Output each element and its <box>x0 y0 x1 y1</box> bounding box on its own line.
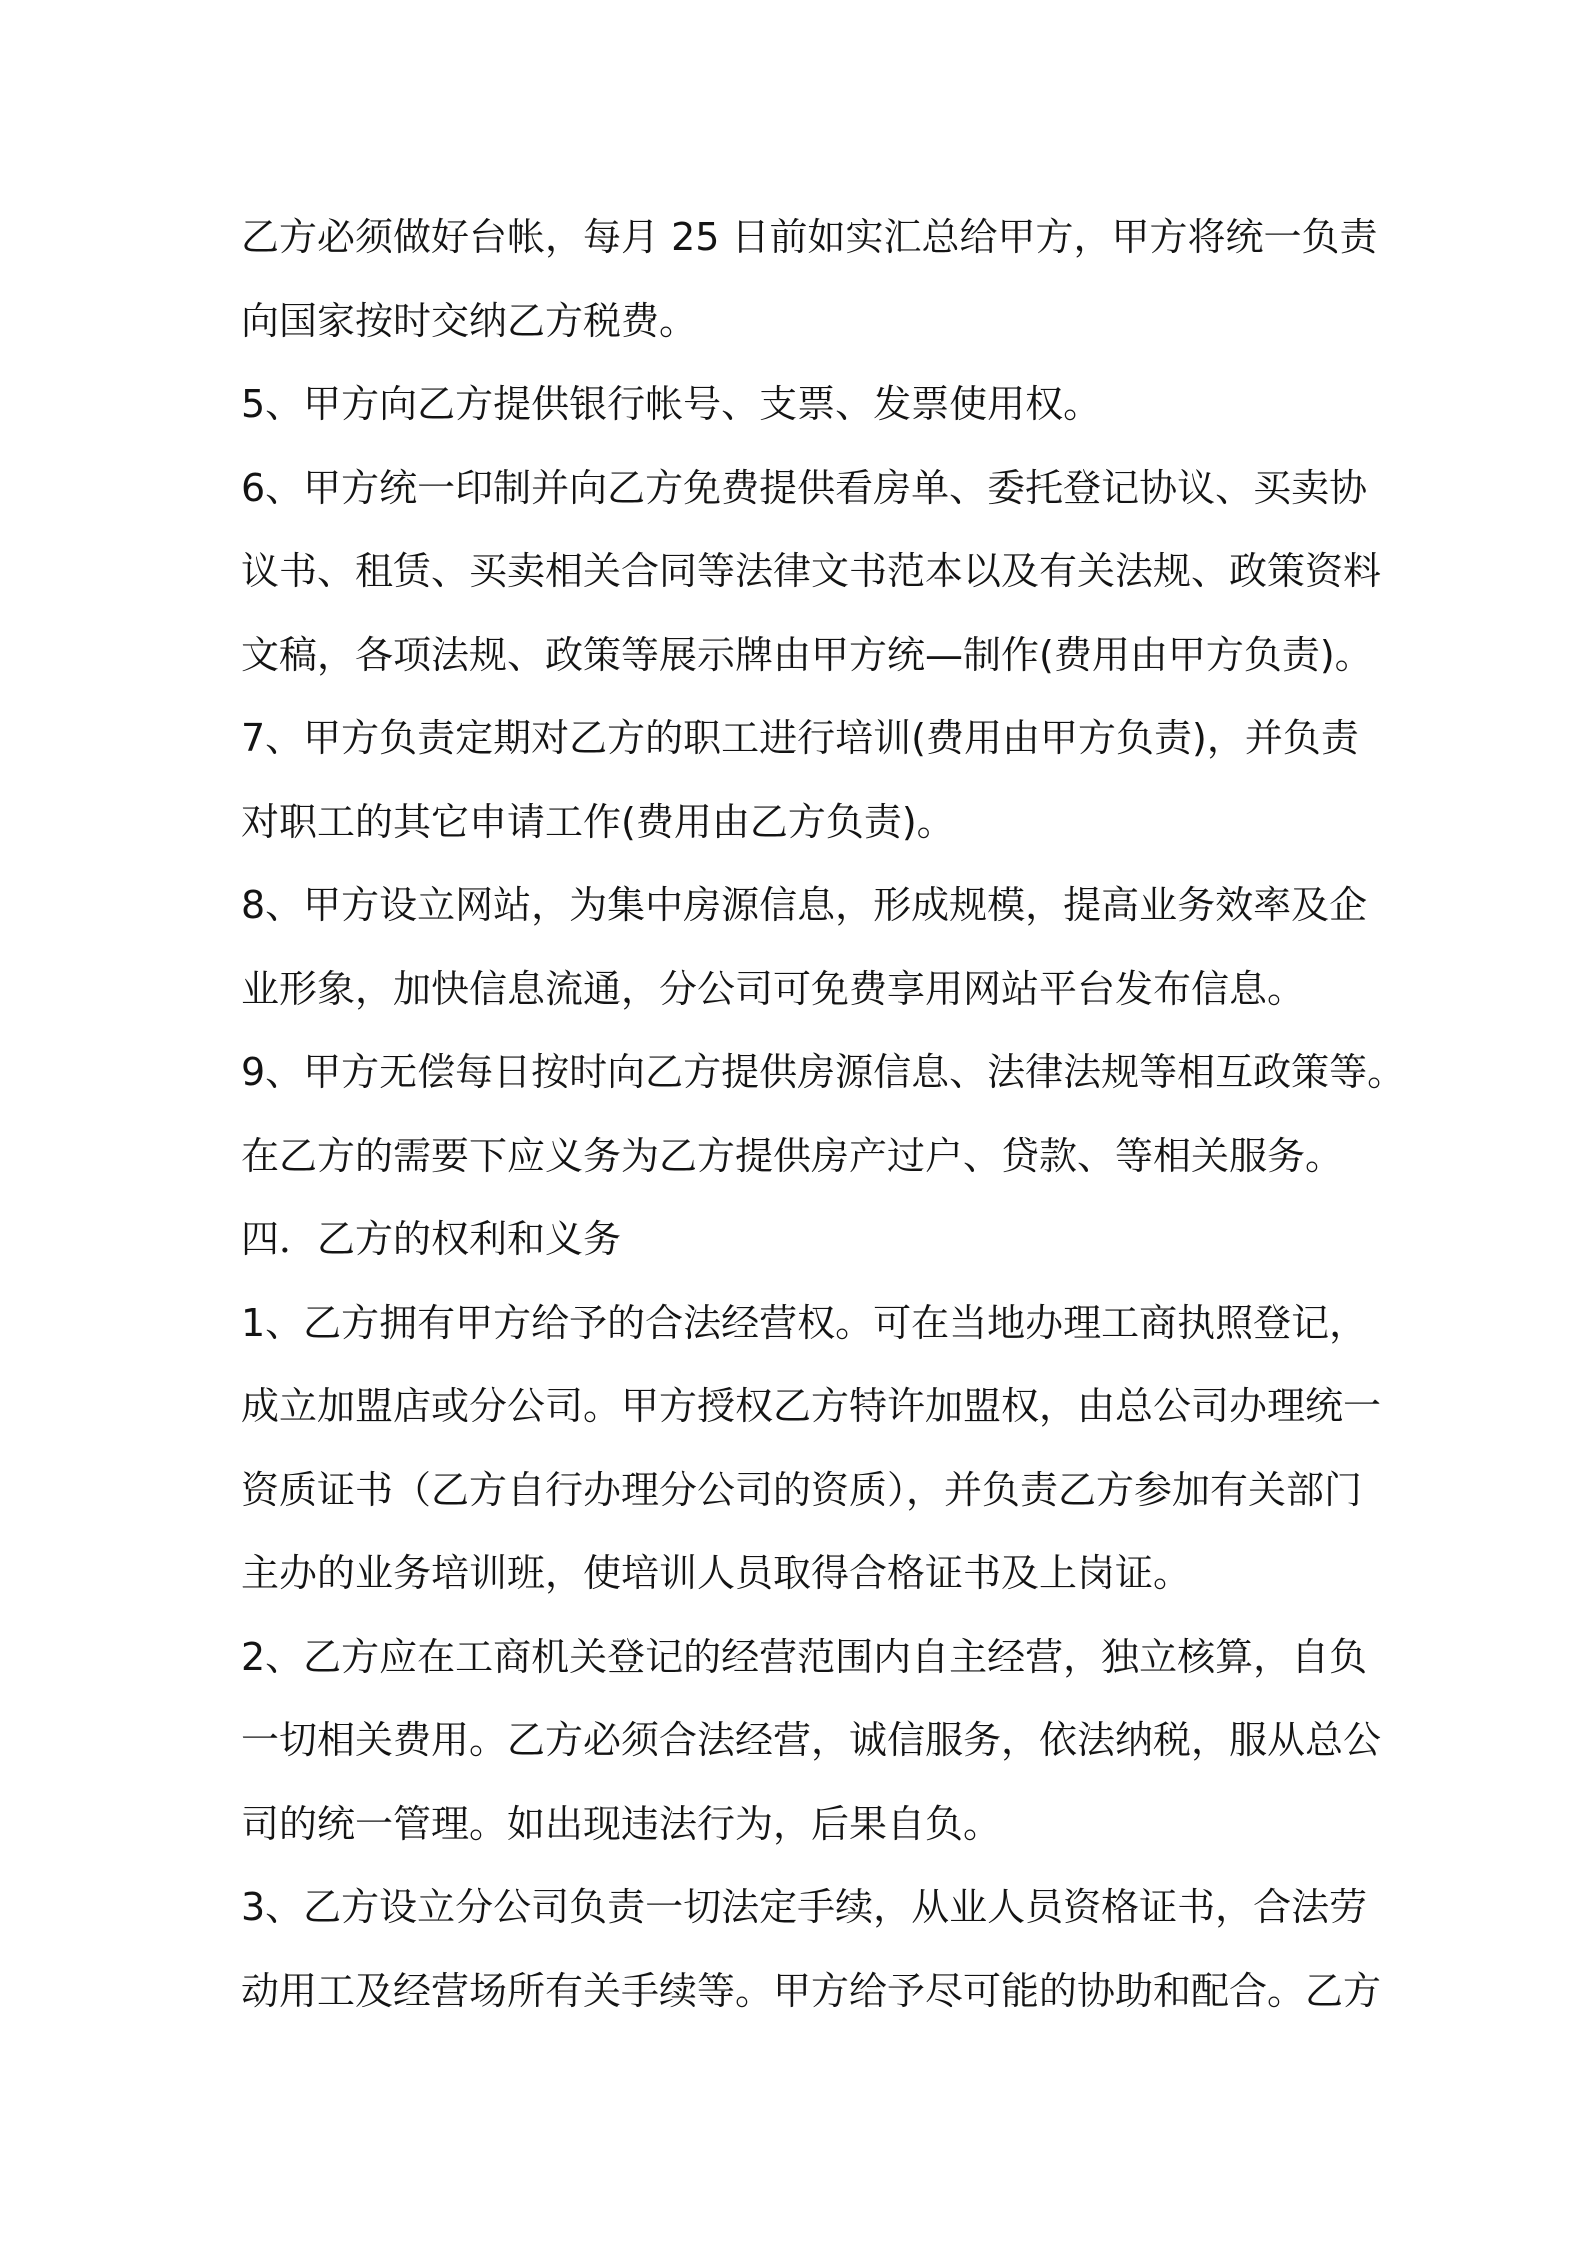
text-line: 一切相关费用。乙方必须合法经营，诚信服务，依法纳税，服从总公 <box>241 1718 1382 1762</box>
text-line: 5、甲方向乙方提供银行帐号、支票、发票使用权。 <box>241 382 1102 426</box>
text-line: 1、乙方拥有甲方给予的合法经营权。可在当地办理工商执照登记， <box>241 1300 1368 1345</box>
text-line: 议书、租赁、买卖相关合同等法律文书范本以及有关法规、政策资料 <box>241 549 1382 593</box>
section-heading: 四．乙方的权利和义务 <box>241 1217 622 1261</box>
text-line: 司的统一管理。如出现违法行为，后果自负。 <box>241 1801 1002 1846</box>
text-line: 动用工及经营场所有关手续等。甲方给予尽可能的协助和配合。乙方 <box>241 1968 1382 2013</box>
text-line: 8、甲方设立网站，为集中房源信息，形成规模，提高业务效率及企 <box>241 883 1368 927</box>
text-line: 6、甲方统一印制并向乙方免费提供看房单、委托登记协议、买卖协 <box>241 465 1368 510</box>
text-line: 9、甲方无偿每日按时向乙方提供房源信息、法律法规等相互政策等。 <box>241 1050 1406 1094</box>
text-line: 乙方必须做好台帐，每月 25 日前如实汇总给甲方，甲方将统一负责 <box>241 215 1378 259</box>
text-line: 对职工的其它申请工作(费用由乙方负责)。 <box>241 799 955 844</box>
text-line: 资质证书（乙方自行办理分公司的资质），并负责乙方参加有关部门 <box>241 1467 1363 1512</box>
document-body <box>241 196 1406 2033</box>
text-line: 成立加盟店或分公司。甲方授权乙方特许加盟权，由总公司办理统一 <box>241 1384 1382 1428</box>
text-line: 2、乙方应在工商机关登记的经营范围内自主经营，独立核算，自负 <box>241 1634 1368 1679</box>
text-line: 在乙方的需要下应义务为乙方提供房产过户、贷款、等相关服务。 <box>241 1133 1344 1178</box>
text-line: 主办的业务培训班，使培训人员取得合格证书及上岗证。 <box>241 1551 1192 1595</box>
text-line: 7、甲方负责定期对乙方的职工进行培训(费用由甲方负责)，并负责 <box>241 716 1359 760</box>
text-line: 3、乙方设立分公司负责一切法定手续，从业人员资格证书，合法劳 <box>241 1885 1368 1929</box>
text-line: 向国家按时交纳乙方税费。 <box>241 298 698 343</box>
text-line: 文稿，各项法规、政策等展示牌由甲方统—制作(费用由甲方负责)。 <box>241 632 1373 677</box>
text-line: 业形象，加快信息流通，分公司可免费享用网站平台发布信息。 <box>241 966 1306 1011</box>
